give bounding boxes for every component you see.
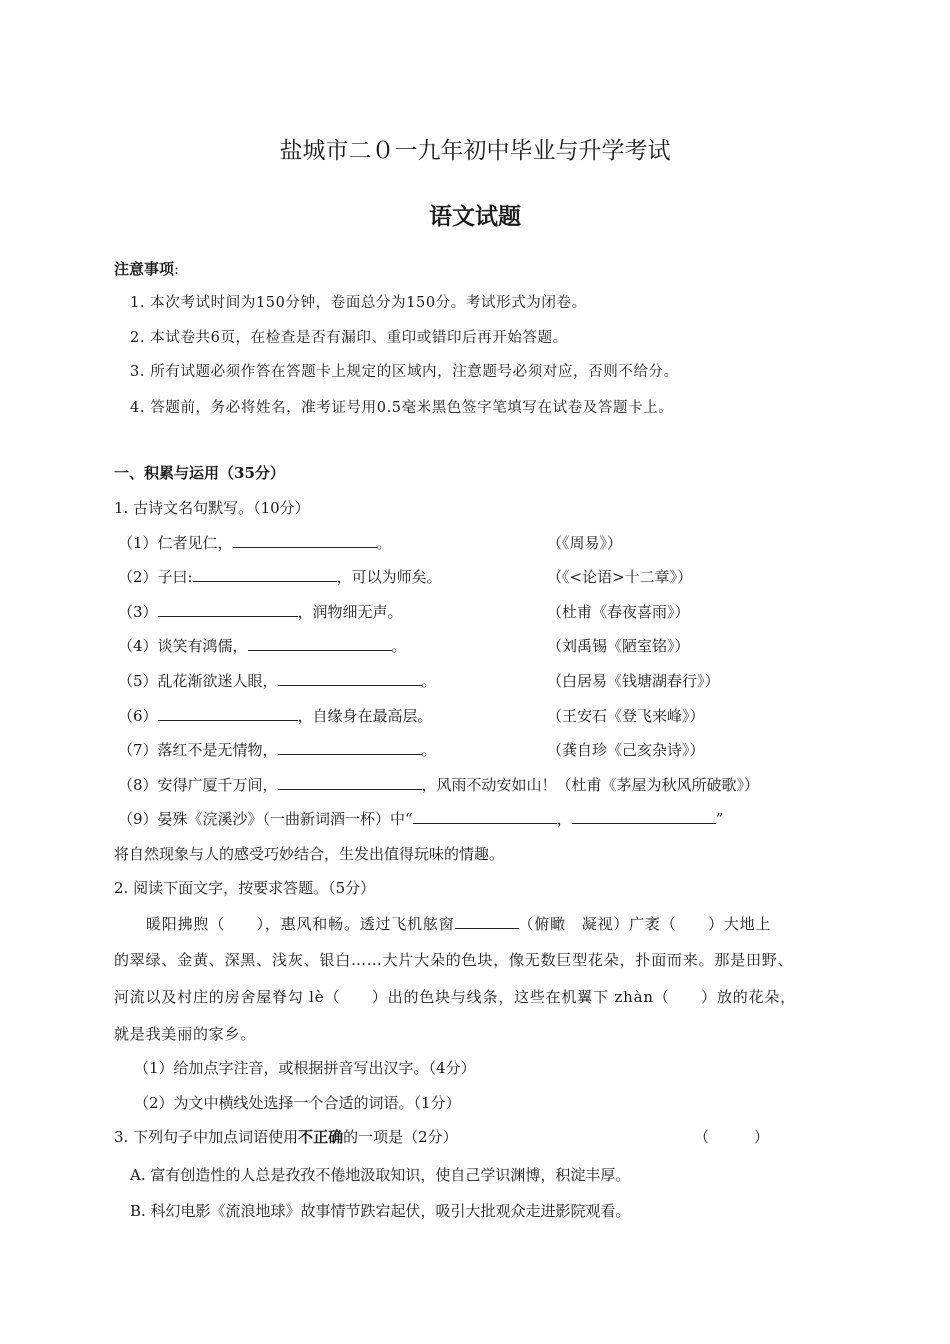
item-suffix: ，润物细无声。	[297, 603, 403, 621]
passage-line: 的翠绿、金黄、深黑、浅灰、银白……大片大朵的色块，像无数巨型花朵，扑面而来。那是田野、	[114, 951, 794, 969]
answer-blank[interactable]	[158, 706, 298, 721]
answer-blank[interactable]	[413, 809, 557, 824]
option-a: A. 富有创造性的人总是孜孜不倦地汲取知识，使自己学识渊博，积淀丰厚。	[130, 1166, 631, 1184]
notice-item: 2. 本试卷共6页，在检查是否有漏印、重印或错印后再开始答题。	[130, 330, 568, 346]
item-prefix: （2）子曰:	[118, 568, 193, 586]
recite-item	[118, 705, 433, 726]
item-source: （白居易《钱塘湖春行》）	[547, 672, 720, 690]
item-suffix: ”	[715, 810, 724, 828]
item-prefix: （7）落红不是无情物，	[118, 741, 278, 759]
item-suffix: 。	[391, 637, 407, 655]
sub-question: （1）给加点字注音，或根据拼音写出汉字。（4分）	[134, 1059, 476, 1077]
item-continuation: 将自然现象与人的感受巧妙结合，生发出值得玩味的情趣。	[114, 845, 505, 863]
item-prefix: （6）	[118, 707, 158, 725]
passage-line: 就是我美丽的家乡。	[114, 1025, 257, 1043]
item-source: （王安石《登飞来峰》）	[547, 707, 705, 725]
answer-blank[interactable]	[278, 740, 422, 755]
item-suffix: 。	[376, 534, 392, 552]
answer-blank[interactable]	[572, 809, 716, 824]
item-prefix: （4）谈笑有鸿儒，	[118, 637, 248, 655]
passage-text: （俯瞰 凝视）广袤（ ）大地上	[518, 915, 772, 933]
recite-item	[118, 774, 759, 795]
recite-item	[118, 670, 437, 691]
item-suffix: ，可以为师矣。	[336, 568, 442, 586]
subject-title: 语文试题	[429, 203, 521, 230]
recite-item	[118, 601, 403, 622]
item-source: （龚自珍《己亥杂诗》）	[547, 741, 705, 759]
stem-text: 的一项是（2分）	[343, 1128, 458, 1146]
recite-item	[118, 566, 442, 587]
item-suffix: 。	[421, 672, 437, 690]
item-source: （《<论语>十二章》）	[547, 568, 693, 586]
item-prefix: （5）乱花渐欲迷人眼，	[118, 672, 278, 690]
option-b: B. 科幻电影《流浪地球》故事情节跌宕起伏，吸引大批观众走进影院观看。	[130, 1202, 631, 1220]
emphasis-text: 不正确	[298, 1128, 344, 1146]
answer-blank[interactable]	[233, 533, 377, 548]
notice-item: 1. 本次考试时间为150分钟，卷面总分为150分。考试形式为闭卷。	[130, 295, 587, 311]
recite-item	[118, 532, 392, 553]
answer-bracket[interactable]: （ ）	[694, 1128, 770, 1146]
item-source: （《周易》）	[547, 534, 623, 552]
notice-colon: :	[174, 260, 180, 278]
recite-item	[118, 635, 407, 656]
item-mid: ，	[556, 810, 572, 828]
item-prefix: （3）	[118, 603, 158, 621]
recite-item	[118, 808, 723, 829]
item-suffix: 。	[421, 741, 437, 759]
item-source: （杜甫《春夜喜雨》）	[547, 603, 690, 621]
question-2-stem: 2. 阅读下面文字，按要求答题。（5分）	[114, 879, 376, 897]
answer-blank[interactable]	[455, 914, 519, 929]
notice-item: 4. 答题前，务必将姓名，准考证号用0.5毫米黑色签字笔填写在试卷及答题卡上。	[130, 400, 674, 416]
section-title: 一、积累与运用（35分）	[114, 464, 285, 482]
exam-title: 盐城市二０一九年初中毕业与升学考试	[279, 138, 671, 164]
item-source: （刘禹锡《陋室铭》）	[547, 637, 690, 655]
recite-item	[118, 739, 437, 760]
notice-heading-text: 注意事项	[114, 260, 175, 278]
sub-question: （2）为文中横线处选择一个合适的词语。（1分）	[134, 1094, 461, 1112]
notice-item: 3. 所有试题必须作答在答题卡上规定的区域内，注意题号必须对应，否则不给分。	[130, 364, 679, 380]
item-suffix: ，自缘身在最高层。	[297, 707, 433, 725]
passage-line	[146, 913, 771, 934]
answer-blank[interactable]	[278, 671, 422, 686]
item-prefix: （9）晏殊《浣溪沙》（一曲新词酒一杯）中“	[118, 810, 413, 828]
notice-heading	[114, 258, 179, 279]
stem-text: 3. 下列句子中加点词语使用	[114, 1128, 299, 1146]
passage-line: 河流以及村庄的房舍屋脊勾 lè（ ）出的色块与线条，这些在机翼下 zhàn（ ）放的花朵，	[114, 988, 796, 1006]
answer-blank[interactable]	[248, 636, 392, 651]
answer-blank[interactable]	[158, 602, 298, 617]
answer-blank[interactable]	[278, 775, 422, 790]
passage-text: 暖阳拂煦（ ），惠风和畅。透过飞机舷窗	[146, 915, 455, 933]
item-prefix: （1）仁者见仁，	[118, 534, 233, 552]
item-prefix: （8）安得广厦千万间，	[118, 776, 278, 794]
question-1-stem: 1. 古诗文名句默写。（10分）	[114, 499, 310, 517]
question-3-stem	[114, 1126, 458, 1147]
answer-blank[interactable]	[193, 567, 337, 582]
item-suffix: ，风雨不动安如山！（杜甫《茅屋为秋风所破歌》）	[421, 776, 760, 794]
